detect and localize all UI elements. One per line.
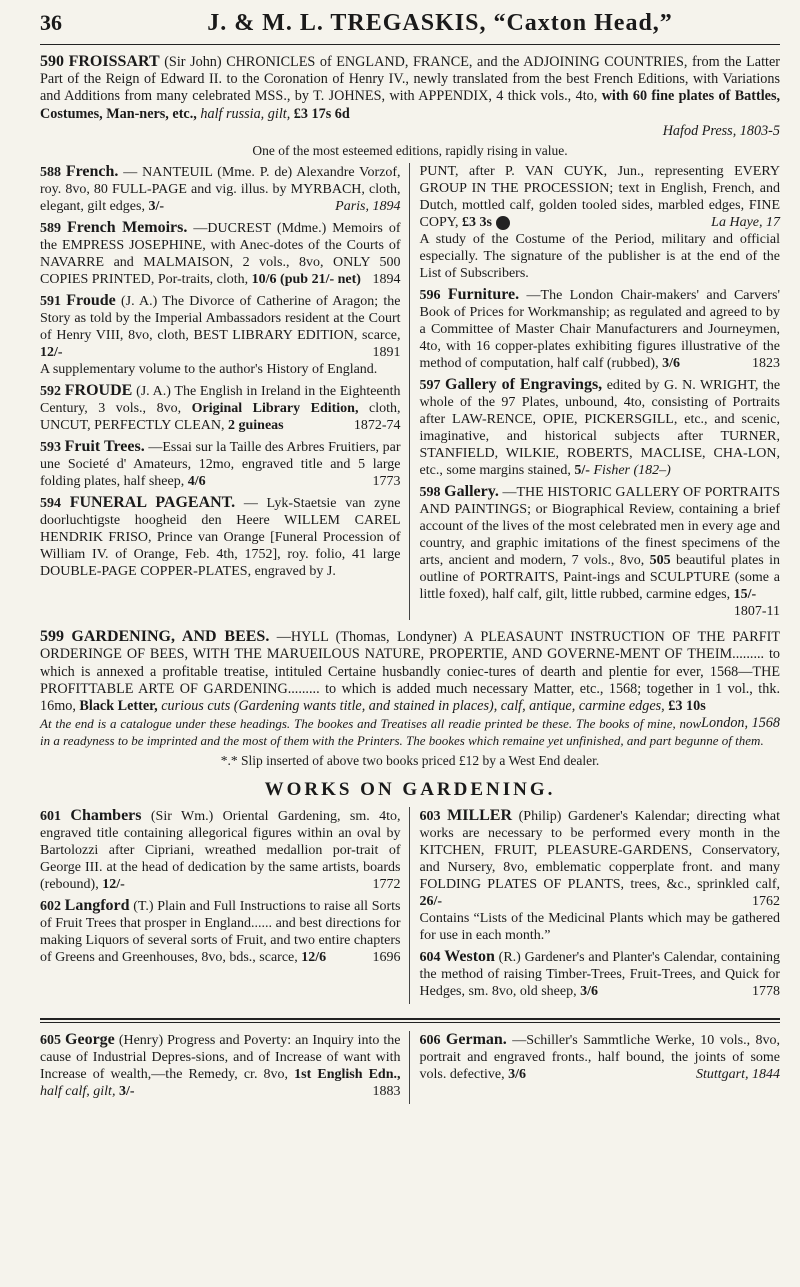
entry-594-continued: PUNT, after P. VAN CUYK, Jun., representing EVERY GROUP IN THE PROCESSION; text in English, French, and Dutch, mottled calf, golden tooled sides, marbled edges, FINE COPY, £3 3s La Haye, 17 A study of the Costume of the Period, military and official especially. The signature of the publisher is at the end of the List of Subscribers. <box>419 164 780 282</box>
divider-rule <box>40 1018 780 1023</box>
page-number: 36 <box>40 10 62 35</box>
entry-606: 606 German. —Schiller's Sammtliche Werke, 10 vols., 8vo, portrait and engraved fronts., half bound, the joints of some vols. defective, 3/6 Stuttgart, 1844 <box>419 1030 780 1082</box>
page-header <box>40 10 780 45</box>
gardening-left-column <box>40 807 410 1004</box>
entry-602: 602 Langford (T.) Plain and Full Instructions to raise all Sorts of Fruit Trees that prosper in England...... and best directions for making Liquors of several sorts of Fruit, and two entire chapters of Greens and Greenhouses, 8vo, bds., scarce, 12/6 1696 <box>40 896 401 965</box>
right-column <box>420 163 781 620</box>
gardening-right-column <box>420 807 781 1004</box>
entry-601: 601 Chambers (Sir Wm.) Oriental Gardening, sm. 4to, engraved title containing allegorical figures within an oval by Bartolozzi after Cipriani, wreathed medallion por-trait of George III. at the head of dedication by the same artists, boards (rebound), 12/- 1772 <box>40 806 401 892</box>
two-column-block-2 <box>40 807 780 1004</box>
entry-590: 590 FROISSART (Sir John) CHRONICLES of ENGLAND, FRANCE, and the ADJOINING COUNTRIES, from the Latter Part of the Reign of Edward II. to the Coronation of Henry IV., newly translated from the best French Editions, with Variations and Additions from many celebrated MSS., by T. JOHNES, with APPENDIX, 4 thick vols., 4to, with 60 fine plates of Battles, Costumes, Man-ners, etc., half russia, gilt, £3 17s 6d Hafod Press, 1803-5 One of the most esteemed editions, rapidly rising in value. <box>40 53 781 159</box>
ornament-icon <box>496 216 510 230</box>
entry-604: 604 Weston (R.) Gardener's and Planter's Calendar, containing the method of raising Timber-Trees, Fruit-Trees, and Quick for Hedges, sm. 8vo, old sheep, 3/6 1778 <box>419 947 781 999</box>
entry-588: 588 French. — NANTEUIL (Mme. P. de) Alexandre Vorzof, roy. 8vo, 80 FULL-PAGE and vig. illus. by MYRBACH, cloth, elegant, gilt edges, 3/- Paris, 1894 <box>40 163 401 215</box>
entry-605: 605 George (Henry) Progress and Poverty: an Inquiry into the cause of Industrial Depres-sions, and of Increase of want with Increase of wealth,—the Remedy, cr. 8vo, 1st English Edn., half calf, gilt, 3/- 1883 <box>40 1030 401 1099</box>
section-heading: WORKS ON GARDENING. <box>264 778 556 800</box>
entry-596: 596 Furniture. —The London Chair-makers' and Carvers' Book of Prices for Workmanship; as regulated and agreed to by a Committee of Master Chair Manufacturers and Journeymen, 4to, with 16 copper-plates exhibiting figures illustrative of the method of computation, half calf (rubbed), 3/6 1823 <box>419 286 781 372</box>
entry-589: 589 French Memoirs. —DUCREST (Mdme.) Memoirs of the EMPRESS JOSEPHINE, with Anec-dotes of the Courts of NAVARRE and MALMAISON, 2 vols., 8vo, ONLY 500 COPIES PRINTED, Por-traits, cloth, 10/6 (pub 21/- net) 1894 <box>40 219 401 288</box>
two-column-block-3 <box>40 1031 780 1104</box>
entry-597: 597 Gallery of Engravings, edited by G. N. WRIGHT, the whole of the 97 Plates, unbound, 4to, consisting of Portraits after LAW-RENCE, OPIE, PICKERSGILL, etc., and scenic, imaginative, and historical subjects after TURNER, STANFIELD, WILKIE, ROBERTS, MACLISE, CHA-LON, etc., some margins stained, 5/- Fisher (182–) <box>419 376 781 479</box>
entry-593: 593 Fruit Trees. —Essai sur la Taille des Arbres Fruitiers, par une Societé d' Amateurs, 12mo, engraved title and 5 large folding plates, half sheep, 4/6 1773 <box>40 438 401 490</box>
entry-603: 603 MILLER (Philip) Gardener's Kalendar; directing what works are necessary to be performed every month in the KITCHEN, FRUIT, PLEASURE-GARDENS, Conservatory, and Nursery, 8vo, emblematic copperplate front. and many FOLDING PLATES OF PLANTS, trees, &c., sprinkled calf, 26/- 1762 Contains “Lists of the Medicinal Plants which may be gathered for use in each month.” <box>419 806 781 943</box>
entry-594: 594 FUNERAL PAGEANT. — Lyk-Staetsie van zyne doorluchtigste hoogheid den Heere WILLEM CAREL HENDRIK FRISO, Prince van Orange [Funeral Procession of William IV. of Orange, Feb. 4th, 1752], roy. folio, 41 large DOUBLE-PAGE COPPER-PLATES, engraved by J. <box>40 494 401 580</box>
left-column <box>40 163 410 620</box>
entry-598: 598 Gallery. —THE HISTORIC GALLERY OF PORTRAITS AND PAINTINGS; or Biographical Review, containing a brief account of the lives of the most celebrated men in every age and country, and graphic imitations of the finest specimens of the arts, ancient and modern, 7 vols., 8vo, 505 beautiful plates in outline of PORTRAITS, Paint-ings and SCULPTURE (some a little foxed), half calf, gilt, little rubbed, carmine edges, 15/- 1807-11 <box>419 483 781 620</box>
page-title: J. & M. L. TREGASKIS, “Caxton Head,” <box>207 10 673 36</box>
bottom-left-column <box>40 1031 410 1104</box>
entry-591: 591 Froude (J. A.) The Divorce of Catherine of Aragon; the Story as told by the Imperial Ambassadors resident at the Court of Henry VIII, 8vo, cloth, BEST LIBRARY EDITION, scarce, 12/- 1891 A supplementary volume to the author's History of England. <box>40 292 401 378</box>
catalogue-page <box>40 10 780 1104</box>
bottom-right-column <box>420 1031 781 1104</box>
entry-599: 599 GARDENING, AND BEES. —HYLL (Thomas, Londyner) A PLEASAUNT INSTRUCTION OF THE PARFIT ORDERINGE OF BEES, WITH THE MARUEILOUS NATURE, PROPERTIE, AND GOVERNE-MENT OF THEIM......... to which is annexed a profitable treatise, intituled Certaine husbandly coniec-tures of dearth and plentie for ever, 1568—THE PROFITTABLE ARTE OF GARDENING......... to which is added much necessary Matter, etc., 1568; together in 1 vol., thk. 16mo, Black Letter, curious cuts (Gardening wants title, and stained in places), calf, antique, carmine edges, £3 10s London, 1568 At the end is a catalogue under these headings. The bookes and Treatises all readie printed be these. The books of mine, now in a readyness to be imprinted and the most of them with the Printers. The bookes which remaine yet unfinished, and part begunne of them. *.* Slip inserted of above two books priced £12 by a West End dealer. <box>40 628 780 768</box>
two-column-block-1 <box>40 163 780 620</box>
entry-592: 592 FROUDE (J. A.) The English in Ireland in the Eighteenth Century, 3 vols., 8vo, Original Library Edition, cloth, UNCUT, PERFECTLY CLEAN, 2 guineas 1872-74 <box>40 382 401 434</box>
